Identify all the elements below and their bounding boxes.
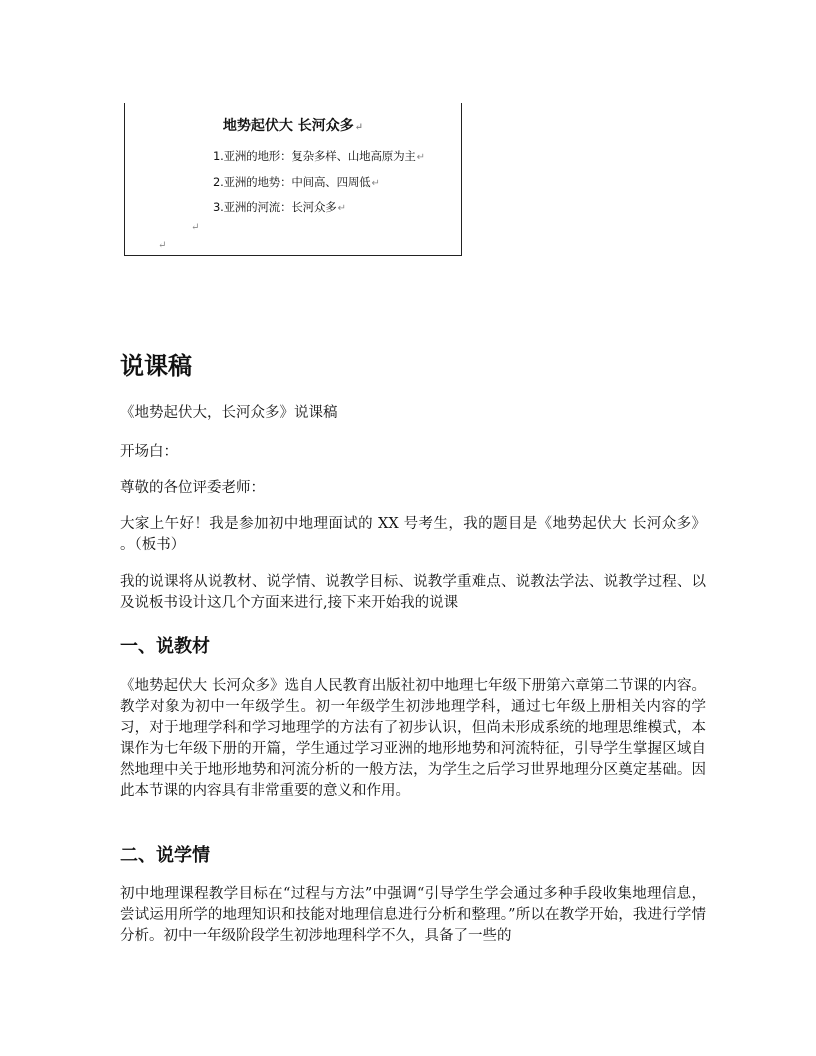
paragraph-greeting: 尊敬的各位评委老师： <box>120 480 265 496</box>
board-line-3: 3.亚洲的河流：长河众多↵ <box>213 200 346 214</box>
board-line-2: 2.亚洲的地势：中间高、四周低↵ <box>213 175 380 189</box>
paragraph-intro: 大家上午好！我是参加初中地理面试的 XX 号考生，我的题目是《地势起伏大 长河众多》 。（板书） <box>120 516 706 553</box>
section-body-students: 初中地理课程教学目标在“过程与方法”中强调“引导学生学会通过多种手段收集地理信息，尝试运用所学的地理知识和技能对地理信息进行分析和整理。”所以在教学开始，我进行学情分析。初中一年级阶段学生初涉地理科学不久，具备了一些的 <box>120 886 706 944</box>
paragraph-mark-icon: ↵ <box>416 152 425 163</box>
board-design-box <box>124 103 462 256</box>
section-heading-students: 二、说学情 <box>120 845 210 866</box>
board-title-text: 地势起伏大 长河众多 <box>222 118 354 134</box>
paragraph-mark-icon: ↵ <box>354 122 364 133</box>
section-body-textbook: 《地势起伏大 长河众多》选自人民教育出版社初中地理七年级下册第六章第二节课的内容。教学对象为初中一年级学生。初一年级学生初涉地理学科，通过七年级上册相关内容的学习，对于地理学科和学习地理学的方法有了初步认识，但尚未形成系统的地理思维模式，本课作为七年级下册的开篇，学生通过学习亚洲的地形地势和河流特征，引导学生掌握区域自然地理中关于地形地势和河流分析的一般方法，为学生之后学习世界地理分区奠定基础。因此本节课的内容具有非常重要的意义和作用。 <box>120 678 706 799</box>
board-title <box>125 115 461 135</box>
section-heading-textbook: 一、说教材 <box>120 636 210 657</box>
board-line-1: 1.亚洲的地形：复杂多样、山地高原为主↵ <box>213 149 425 163</box>
paragraph-opening: 开场白： <box>120 444 178 460</box>
paragraph-outline: 我的说课将从说教材、说学情、说教学目标、说教学重难点、说教法学法、说教学过程、以及说板书设计这几个方面来进行,接下来开始我的说课 <box>120 574 706 611</box>
paragraph-mark-icon: ↵ <box>158 240 167 251</box>
document-heading: 说课稿 <box>120 352 192 380</box>
paragraph-mark-icon: ↵ <box>337 203 346 214</box>
paragraph-mark-icon: ↵ <box>191 222 200 233</box>
paragraph-mark-icon: ↵ <box>371 178 380 189</box>
paragraph-title: 《地势起伏大，长河众多》说课稿 <box>120 405 338 421</box>
